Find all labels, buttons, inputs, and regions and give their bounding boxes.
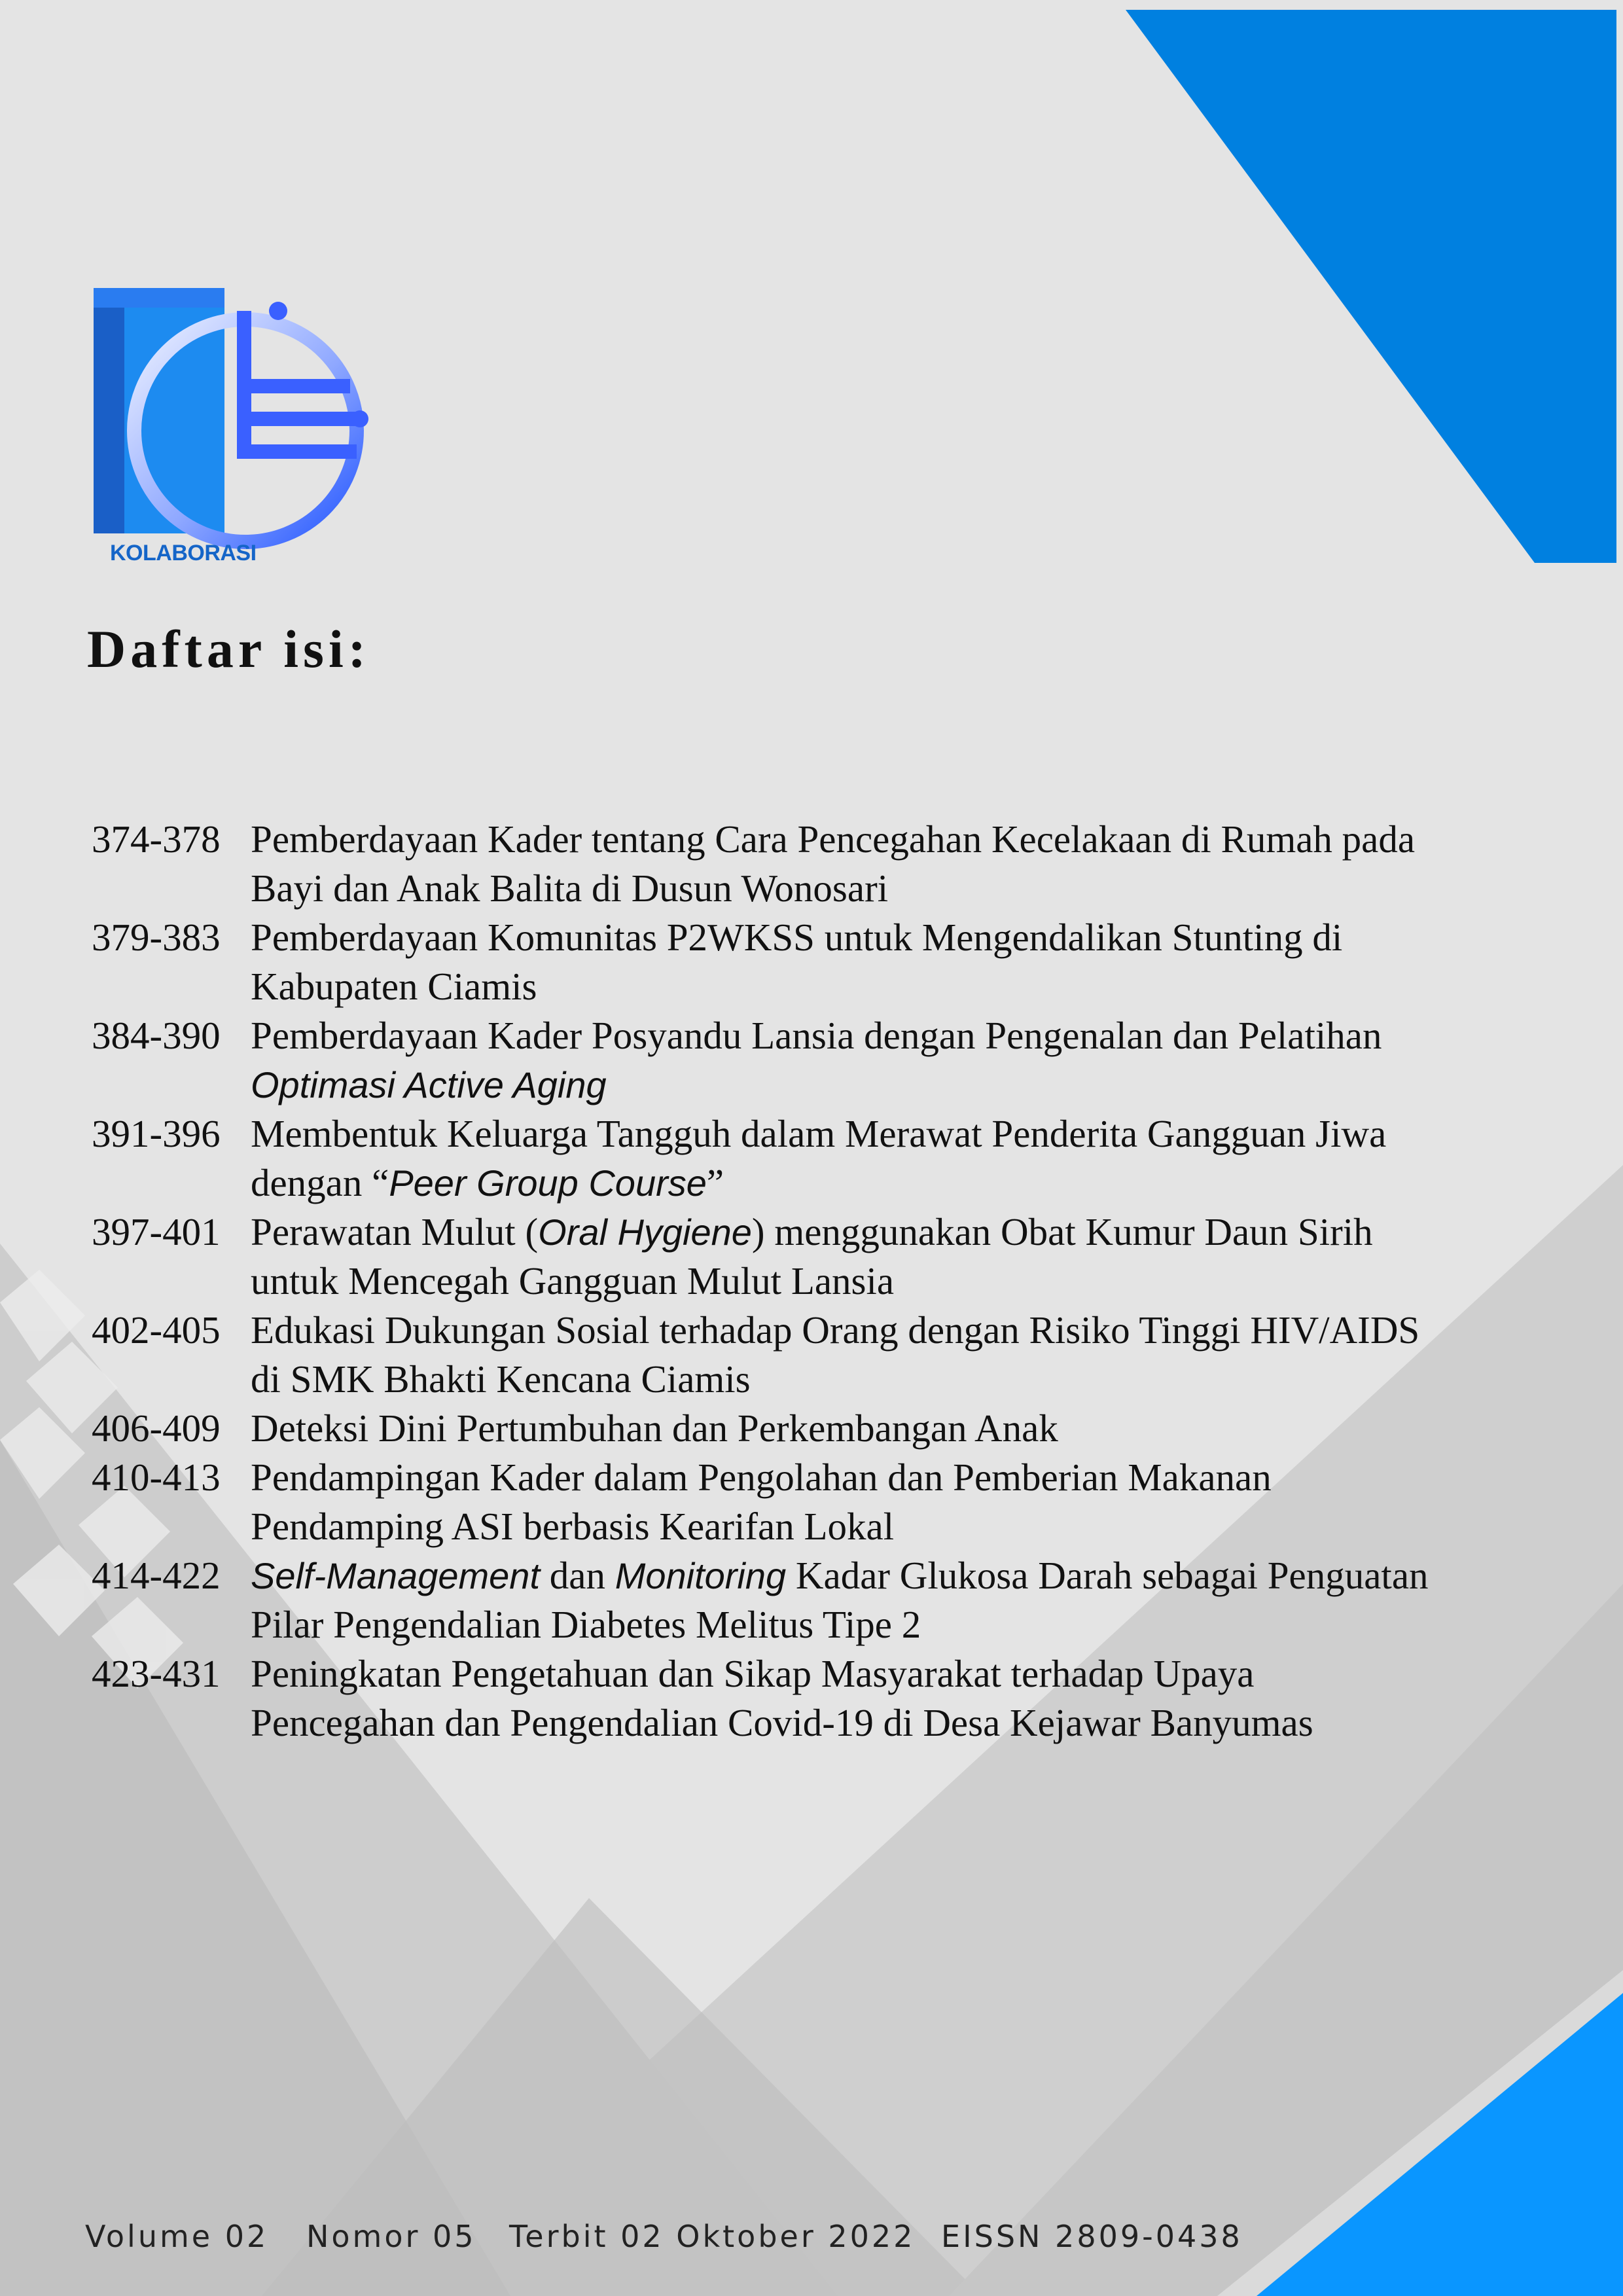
toc-entry [92,913,1538,1011]
toc-entry-title [251,913,1538,1011]
toc-entry-title-line [251,1109,1538,1158]
toc-title-segment: Peningkatan Pengetahuan dan Sikap Masyarakat terhadap Upaya [251,1652,1255,1695]
volume-label: Volume 02 [85,2219,269,2254]
journal-logo [88,281,389,569]
toc-title-segment: di SMK Bhakti Kencana Ciamis [251,1357,751,1401]
eissn-label: EISSN 2809-0438 [941,2219,1243,2254]
toc-title-segment: dan [540,1554,615,1597]
toc-title-italic-segment: Optimasi Active Aging [251,1064,607,1105]
toc-entry-title-line [251,1306,1538,1355]
toc-title-segment: Pilar Pengendalian Diabetes Melitus Tipe 2 [251,1603,921,1646]
toc-title-italic-segment: Self-Management [251,1555,541,1596]
toc-entry-title-line [251,1060,1538,1109]
toc-entry-title-line [251,1698,1538,1748]
toc-title-segment: ) menggunakan Obat Kumur Daun Sirih [751,1210,1373,1253]
toc-entry [92,1649,1538,1748]
toc-entry-title [251,1404,1538,1453]
toc-entry-title-line [251,913,1538,962]
toc-entry-pages: 423-431 [92,1652,221,1695]
toc-entry-title-line [251,1355,1538,1404]
toc-title-segment: untuk Mencegah Gangguan Mulut Lansia [251,1259,895,1302]
toc-entry [92,1011,1538,1109]
toc-title-italic-segment: Peer Group Course [389,1162,707,1204]
toc-entry-title-line [251,1551,1538,1600]
toc-entry [92,1404,1538,1453]
toc-entry-title-line [251,1649,1538,1698]
toc-title-segment: Kabupaten Ciamis [251,965,537,1008]
toc-entry-pages: 391-396 [92,1112,221,1155]
logo-wordmark: KOLABORASI [110,541,257,565]
toc-entry-pages: 397-401 [92,1210,221,1253]
toc-entry [92,1551,1538,1649]
toc-title-segment: Pemberdayaan Kader tentang Cara Pencegahan Kecelakaan di Rumah pada [251,817,1416,861]
toc-entry-pages: 384-390 [92,1014,221,1057]
toc-entry-pages: 402-405 [92,1308,221,1352]
toc-title-segment: Perawatan Mulut ( [251,1210,539,1253]
toc-entry-pages: 410-413 [92,1456,221,1499]
toc-entry-title [251,1649,1538,1748]
toc-title-segment: Pemberdayaan Kader Posyandu Lansia dengan Pengenalan dan Pelatihan [251,1014,1382,1057]
toc-entry-title-line [251,1600,1538,1649]
toc-title-italic-segment: Oral Hygiene [538,1211,752,1253]
toc-entry-title-line [251,1208,1538,1257]
toc-entry-pages: 379-383 [92,916,221,959]
toc-entry [92,1453,1538,1551]
toc-title-segment: Membentuk Keluarga Tangguh dalam Merawat Penderita Gangguan Jiwa [251,1112,1387,1155]
toc-entry-title-line [251,1502,1538,1551]
toc-title-segment: Pemberdayaan Komunitas P2WKSS untuk Mengendalikan Stunting di [251,916,1343,959]
toc-title-segment: ” [706,1161,724,1204]
toc-title-segment: dengan “ [251,1161,389,1204]
toc-entry-title-line [251,1011,1538,1060]
toc-entry [92,1109,1538,1208]
toc-title-segment: Deteksi Dini Pertumbuhan dan Perkembangan Anak [251,1407,1058,1450]
toc-title-segment: Kadar Glukosa Darah sebagai Penguatan [786,1554,1429,1597]
toc-title-segment: Pendampingan Kader dalam Pengolahan dan Pemberian Makanan [251,1456,1272,1499]
toc-entry-title-line [251,1257,1538,1306]
toc-entry [92,1208,1538,1306]
toc-entry-title-line [251,1453,1538,1502]
toc-entry-title-line [251,815,1538,864]
number-label: Nomor 05 [306,2219,476,2254]
toc-entry-pages: 414-422 [92,1554,221,1597]
toc-entry [92,815,1538,913]
toc-title-segment: Pencegahan dan Pengendalian Covid-19 di Desa Kejawar Banyumas [251,1701,1313,1744]
publication-date: Terbit 02 Oktober 2022 [509,2219,916,2254]
toc-title-segment: Edukasi Dukungan Sosial terhadap Orang dengan Risiko Tinggi HIV/AIDS [251,1308,1420,1352]
toc-entry-title-line [251,864,1538,913]
toc-heading: Daftar isi: [87,619,371,679]
toc-title-segment: Bayi dan Anak Balita di Dusun Wonosari [251,867,889,910]
toc-entry-title [251,1306,1538,1404]
toc-entry-title-line [251,1404,1538,1453]
toc-entry [92,1306,1538,1404]
toc-entry-title [251,815,1538,913]
toc-entry-title [251,1011,1538,1109]
toc-entry-pages: 406-409 [92,1407,221,1450]
toc-entry-title [251,1208,1538,1306]
toc-entry-title [251,1551,1538,1649]
toc-entry-pages: 374-378 [92,817,221,861]
toc-title-italic-segment: Monitoring [615,1555,787,1596]
toc-entry-title-line [251,1158,1538,1208]
toc-entry-title-line [251,962,1538,1011]
table-of-contents [92,815,1538,1748]
toc-entry-title [251,1109,1538,1208]
toc-title-segment: Pendamping ASI berbasis Kearifan Lokal [251,1505,895,1548]
toc-entry-title [251,1453,1538,1551]
